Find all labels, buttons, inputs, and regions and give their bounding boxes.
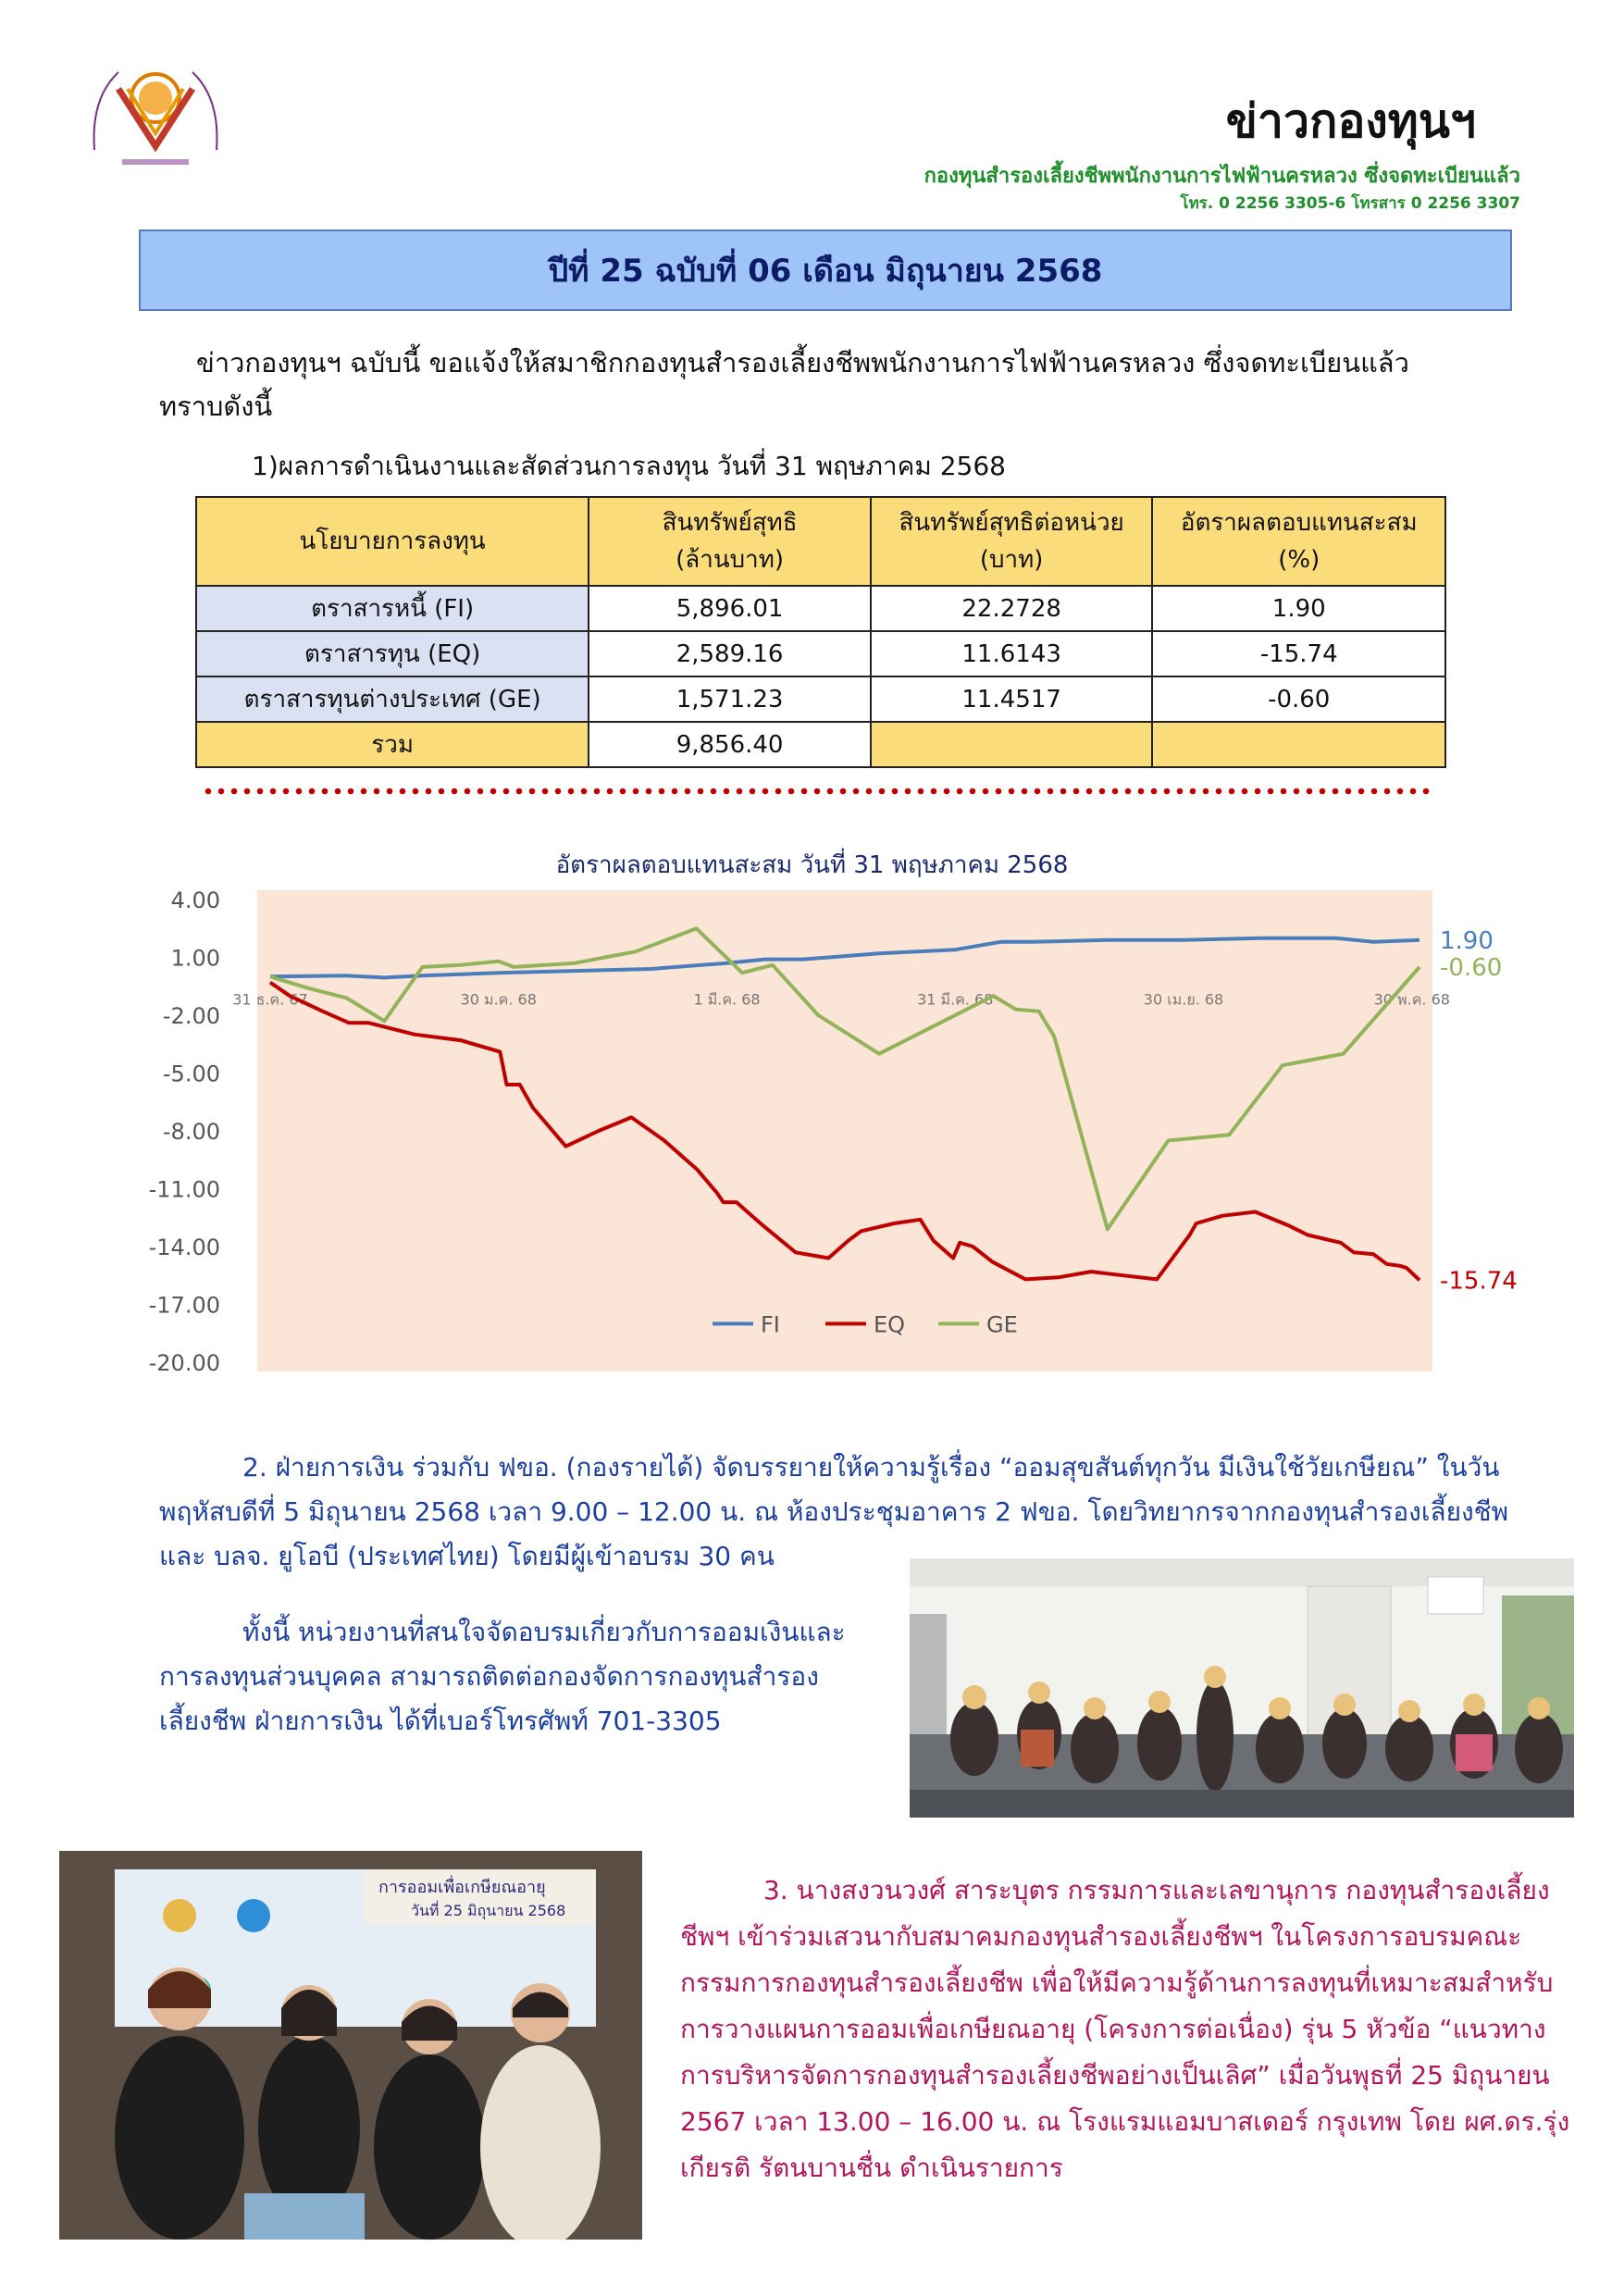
x-tick-label: 1 มี.ค. 68 bbox=[693, 990, 761, 1009]
y-tick-label: -5.00 bbox=[162, 1061, 220, 1087]
seminar-photo bbox=[910, 1558, 1574, 1818]
y-tick-label: -17.00 bbox=[148, 1292, 220, 1319]
dotted-divider bbox=[202, 787, 1432, 796]
table-row bbox=[196, 676, 1445, 722]
end-value-label: -15.74 bbox=[1440, 1267, 1518, 1296]
total-label: รวม bbox=[196, 722, 589, 767]
section2-paragraph: 2. ฝ่ายการเงิน ร่วมกับ ฟขอ. (กองรายได้) จัดบรรยายให้ความรู้เรื่อง “ออมสุขสันต์ทุกวัน มีเงินใช้วัยเกษียณ” ในวันพฤหัสบดีที่ 5 มิถุนายน 2568 เวลา 9.00 – 12.00 น. ณ ห้องประชุมอาคาร 2 ฟขอ. โดยวิทยากรจากกองทุนสำรองเลี้ยงชีพและ บลจ. ยูโอบี (ประเทศไทย) โดยมีผู้เข้าอบรม 30 คน bbox=[159, 1452, 1509, 1571]
y-tick-label: -8.00 bbox=[162, 1119, 220, 1145]
nav-unit-cell: 22.2728 bbox=[871, 586, 1153, 631]
legend-label: FI bbox=[761, 1311, 780, 1338]
performance-table bbox=[195, 496, 1446, 768]
total-nav: 9,856.40 bbox=[589, 722, 871, 767]
section1-heading: 1)ผลการดำเนินงานและสัดส่วนการลงทุน วันที่ 31 พฤษภาคม 2568 bbox=[252, 451, 1006, 481]
panel-photo bbox=[59, 1851, 642, 2240]
table-row bbox=[196, 586, 1445, 631]
column-header: สินทรัพย์สุทธิ (ล้านบาท) bbox=[589, 497, 871, 586]
x-tick-label: 30 เม.ย. 68 bbox=[1143, 990, 1224, 1009]
empty-cell bbox=[871, 722, 1153, 767]
legend-label: EQ bbox=[874, 1311, 906, 1338]
y-tick-label: 1.00 bbox=[170, 945, 220, 972]
policy-cell: ตราสารทุนต่างประเทศ (GE) bbox=[196, 676, 589, 722]
intro-line-1: ข่าวกองทุนฯ ฉบับนี้ ขอแจ้งให้สมาชิกกองทุนสำรองเลี้ยงชีพพนักงานการไฟฟ้านครหลวง ซึ่งจดทะเบียนแล้ว bbox=[196, 347, 1409, 379]
nav-cell: 1,571.23 bbox=[589, 676, 871, 722]
column-header: สินทรัพย์สุทธิต่อหน่วย (บาท) bbox=[871, 497, 1153, 586]
banner-text: การออมเพื่อเกษียณอายุ bbox=[378, 1878, 546, 1897]
return-cell: -15.74 bbox=[1152, 631, 1445, 676]
y-tick-label: -14.00 bbox=[148, 1235, 220, 1260]
y-tick-label: -20.00 bbox=[148, 1350, 220, 1376]
return-line-chart bbox=[120, 879, 1527, 1379]
return-cell: 1.90 bbox=[1152, 586, 1445, 631]
y-tick-label: 4.00 bbox=[170, 887, 220, 913]
legend-label: GE bbox=[986, 1311, 1018, 1338]
column-header: อัตราผลตอบแทนสะสม (%) bbox=[1152, 497, 1445, 586]
policy-cell: ตราสารทุน (EQ) bbox=[196, 631, 589, 676]
column-header: นโยบายการลงทุน bbox=[196, 497, 589, 586]
x-tick-label: 30 พ.ค. 68 bbox=[1373, 990, 1450, 1009]
policy-cell: ตราสารหนี้ (FI) bbox=[196, 586, 589, 631]
section2-contact-paragraph: ทั้งนี้ หน่วยงานที่สนใจจัดอบรมเกี่ยวกับการออมเงินและการลงทุนส่วนบุคคล สามารถติดต่อกองจัดการกองทุนสำรองเลี้ยงชีพ ฝ่ายการเงิน ได้ที่เบอร์โทรศัพท์ 701-3305 bbox=[159, 1617, 846, 1736]
issue-banner: ปีที่ 25 ฉบับที่ 06 เดือน มิถุนายน 2568 bbox=[139, 230, 1512, 311]
banner-date: วันที่ 25 มิถุนายน 2568 bbox=[411, 1902, 566, 1919]
return-cell: -0.60 bbox=[1152, 676, 1445, 722]
nav-cell: 5,896.01 bbox=[589, 586, 871, 631]
plot-area bbox=[257, 890, 1432, 1371]
x-tick-label: 31 ธ.ค. 67 bbox=[232, 990, 308, 1009]
nav-unit-cell: 11.4517 bbox=[871, 676, 1153, 722]
y-tick-label: -2.00 bbox=[162, 1003, 220, 1029]
nav-cell: 2,589.16 bbox=[589, 631, 871, 676]
table-total-row bbox=[196, 722, 1445, 767]
y-tick-label: -11.00 bbox=[148, 1176, 220, 1203]
x-tick-label: 30 ม.ค. 68 bbox=[460, 990, 537, 1009]
x-tick-label: 31 มี.ค. 68 bbox=[917, 990, 994, 1009]
section3-paragraph: 3. นางสงวนวงศ์ สาระบุตร กรรมการและเลขานุการ กองทุนสำรองเลี้ยงชีพฯ เข้าร่วมเสวนากับสมาคมกองทุนสำรองเลี้ยงชีพฯ ในโครงการอบรมคณะกรรมการกองทุนสำรองเลี้ยงชีพ เพื่อให้มีความรู้ด้านการลงทุนที่เหมาะสมสำหรับการวางแผนการออมเพื่อเกษียณอายุ (โครงการต่อเนื่อง) รุ่น 5 หัวข้อ “แนวทางการบริหารจัดการกองทุนสำรองเลี้ยงชีพอย่างเป็นเลิศ” เมื่อวันพุธที่ 25 มิถุนายน 2567 เวลา 13.00 – 16.00 น. ณ โรงแรมแอมบาสเดอร์ กรุงเทพ โดย ผศ.ดร.รุ่งเกียรติ รัตนบานชื่น ดำเนินรายการ bbox=[680, 1875, 1570, 2183]
nav-unit-cell: 11.6143 bbox=[871, 631, 1153, 676]
chart-title: อัตราผลตอบแทนสะสม วันที่ 31 พฤษภาคม 2568 bbox=[555, 851, 1069, 879]
newsletter-title: ข่าวกองทุนฯ bbox=[1225, 94, 1476, 148]
empty-cell bbox=[1152, 722, 1445, 767]
end-value-label: 1.90 bbox=[1440, 926, 1494, 955]
fund-logo bbox=[81, 61, 229, 181]
end-value-label: -0.60 bbox=[1440, 953, 1503, 982]
contact-info: โทร. 0 2256 3305-6 โทรสาร 0 2256 3307 bbox=[1180, 194, 1520, 213]
intro-line-2: ทราบดังนี้ bbox=[159, 391, 273, 422]
table-header-row bbox=[196, 497, 1445, 586]
table-row bbox=[196, 631, 1445, 676]
fund-name: กองทุนสำรองเลี้ยงชีพพนักงานการไฟฟ้านครหลวง ซึ่งจดทะเบียนแล้ว bbox=[924, 165, 1520, 188]
